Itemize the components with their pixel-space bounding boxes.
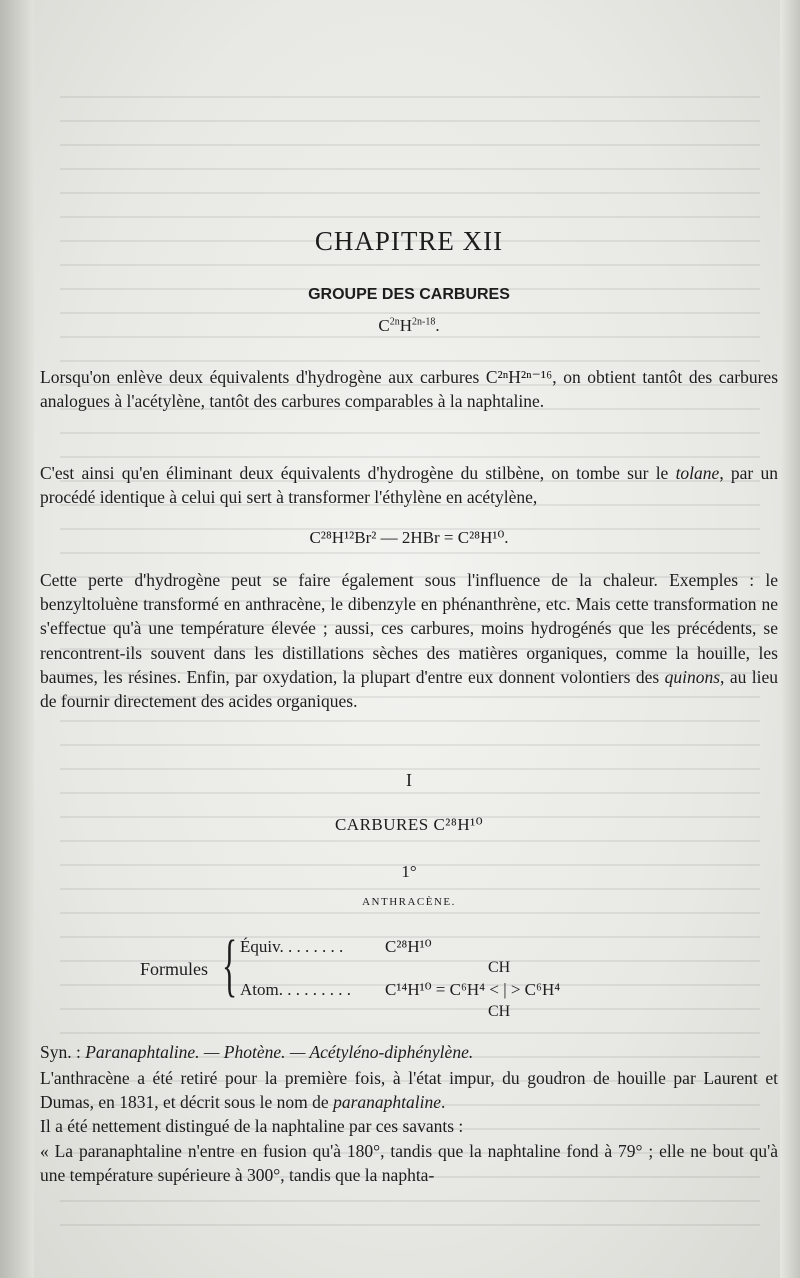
formulas-label: Formules xyxy=(140,959,209,979)
equation-tolane: C²⁸H¹²Br² — 2HBr = C²⁸H¹⁰. xyxy=(309,528,509,547)
equiv-formula: C²⁸H¹⁰ xyxy=(385,937,432,956)
atom-formula: C¹⁴H¹⁰ = C⁶H⁴ < | > C⁶H⁴ xyxy=(385,980,561,999)
equiv-label: Équiv. . . . . . . . xyxy=(240,937,344,956)
subsection-number: 1° xyxy=(401,862,417,881)
paragraph-tolane: C'est ainsi qu'en éliminant deux équivalents d'hydrogène du stilbène, on tombe sur le tolane, par un procédé identique à celui qui sert à transformer l'éthylène en acétylène, xyxy=(40,463,778,508)
paragraph-heat: Cette perte d'hydrogène peut se faire également sous l'influence de la chaleur. Exemples : le benzyltoluène transformé en anthracène, le dibenzyle en phénanthrène, etc. Mais cette transformation ne s'effectue qu'à une température élevée ; aussi, ces carbures, moins hydrogénés que les précédents, se rencontrent-ils souvent dans les distillations sèches des matières organiques, comme la houille, les baumes, les résines. Enfin, par oxydation, la plupart d'entre eux donnent volontiers des quinons, au lieu de fournir directement des acides organiques. xyxy=(40,570,779,712)
synonyms-list: Paranaphtaline. — Photène. — Acétyléno-diphénylène. xyxy=(85,1042,474,1062)
term-quinons: quinons xyxy=(664,666,721,687)
group-title: GROUPE DES CARBURES xyxy=(308,286,510,303)
group-formula: $C^{2n}H^{2n-18}$. xyxy=(378,316,440,335)
section-title: CARBURES C²⁸H¹⁰ xyxy=(334,815,484,834)
synonyms-line: Syn. : Paranaphtaline. — Photène. — Acétyléno-diphénylène. xyxy=(40,1042,474,1062)
atom-label: Atom. . . . . . . . . xyxy=(240,980,351,999)
term-paranaphtaline: paranaphtaline xyxy=(333,1092,441,1113)
paragraph-history xyxy=(40,1066,778,1187)
quotation-sentence: « La paranaphtaline n'entre en fusion qu'à 180°, tandis que la naphtaline fond à 79° ; elle ne bout qu'à une température supérieure à 300°, tandis que la naphta- xyxy=(40,1140,778,1185)
page-left-edge-shadow xyxy=(0,0,34,1278)
paragraph-intro: Lorsqu'on enlève deux équivalents d'hydrogène aux carbures C²ⁿH²ⁿ⁻¹⁶, on obtient tantôt des carbures analogues à l'acétylène, tantôt des carbures comparables à la naphtaline. xyxy=(40,367,778,412)
chapter-heading: CHAPITRE XII xyxy=(314,226,504,256)
page-right-edge-shadow xyxy=(780,0,800,1278)
ch-top: CH xyxy=(488,959,511,976)
section-roman-numeral: I xyxy=(406,770,412,790)
ch-bottom: CH xyxy=(488,1003,511,1020)
history-sentence: L'anthracène a été retiré pour la première fois, à l'état impur, du goudron de houille par Laurent et Dumas, en 1831, et décrit sous le nom de paranaphtaline. xyxy=(40,1068,778,1113)
term-tolane: tolane xyxy=(675,463,720,483)
formulas-block xyxy=(140,922,660,1032)
distinction-sentence: Il a été nettement distingué de la naphtaline par ces savants : xyxy=(40,1116,464,1137)
formulas-brace: { xyxy=(222,927,238,1004)
subsection-title: ANTHRACÈNE. xyxy=(362,896,456,908)
